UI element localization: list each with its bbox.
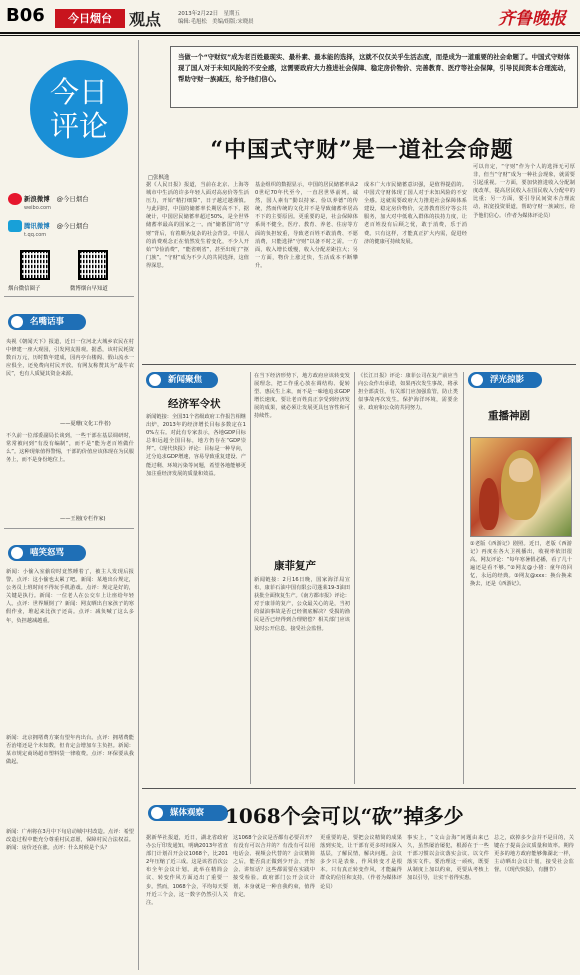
qiaoxiao-article-3: 新闻：广州将在3月中下旬启动城中村改造。点评：希望改造过程中能充分尊重村民意愿，保障村民合法权益。新闻：房价还在涨。点评：什么时候是个头？ — [6, 829, 134, 852]
tencent-icon — [8, 220, 22, 232]
float-title: 重播神剧 — [488, 410, 530, 422]
section-label-meiti — [148, 805, 228, 821]
media-body-2: 这1068个会议是否都有必要召开？有没有可以合并的？有没有可以用电话会、视频会代替的？会议精简之后，能否真正做到少开会、开短会、讲短话？这些都需要在实践中接受检验。政府部门公开会议计划，本身就是一种自我约束，值得肯定。 — [233, 835, 315, 898]
column-divider — [138, 40, 139, 970]
weibo-account[interactable]: @今日烟台 — [56, 195, 89, 203]
section-label-qiaoxiao — [8, 545, 86, 561]
eye-icon — [151, 807, 163, 819]
camera-icon — [471, 374, 483, 386]
column-name: 观点 — [129, 10, 162, 29]
media-headline: 1068个会可以“砍”掉多少 — [225, 804, 464, 828]
qr-code-weibo — [78, 250, 108, 280]
weibo-block — [8, 193, 89, 211]
column-divider — [463, 372, 464, 784]
mingjia-article-1: 央视《朝闻天下》报道，近日一位河北大城乡农民在村中修建一座大观园，引发网友围观。据悉，该村民耗资数百万元，历时数年建成，园内亭台楼阁、假山流水一应俱全，还免费向村民开放。有网友称赞其为“最牛农民”，也有人质疑其资金来源。 — [6, 339, 134, 378]
brand-logo: 齐鲁晚报 — [498, 9, 566, 29]
tencent-account[interactable]: @今日烟台 — [56, 222, 89, 230]
lead-headline: “中国式守财”是一道社会命题 — [210, 137, 514, 163]
qr-code-wechat — [20, 250, 50, 280]
lead-quote: 当做一个“守财奴”成为老百姓最现实、最朴素、最本能的选择，这就不仅仅关乎生活态度，而是成为一道重要的社会命题了。中国式守财体现了国人对于未知风险的不安全感，这需要政府大力推进社会保障、稳定房价物价、完善教育、医疗等社会保障，引导民间资本合理流动，帮助守财一族减压，给予他们信心。 — [178, 53, 570, 83]
section-label-text: 名嘴话事 — [30, 317, 65, 327]
section-tag: 今日烟台 — [55, 9, 125, 28]
tencent-block — [8, 220, 89, 238]
qr-caption-1: 烟台微信圈子 — [8, 286, 41, 292]
weibo-url: weibo.com — [24, 205, 51, 211]
focus-title-2: 康菲复产 — [274, 560, 316, 572]
header-date: 2013年2月22日 星期五 — [178, 11, 240, 17]
column-divider — [354, 372, 355, 784]
column-title — [30, 60, 128, 143]
focus-title-1: 经济军令状 — [168, 398, 221, 410]
media-body-5: 总之，砍掉多少会并不是目的，关键在于提高会议质量和效率。期待更多的地方政府能够像湖北一样，主动晒出会议计划，接受社会监督。（《现代快报》，有删节） — [494, 835, 574, 874]
column-divider — [250, 372, 251, 784]
lead-body-col3: 成本广大市民储蓄意识强，是值得提倡的。中国式守财体现了国人对于未知风险的不安全感。这就需要政府大力推进社会保障体系建设，稳定房价物价，完善教育医疗等公共服务，加大对中低收入群体的扶持力度，让老百姓没有后顾之忧，敢于消费，乐于消费。只有这样，才能真正扩大内需，促进经济的健康可持续发展。 — [364, 182, 467, 245]
divider — [4, 528, 134, 529]
lead-body-col4: 可以肯定，“守财”作为个人的选择无可厚非，但当“守财”成为一种社会现象，就需要引起重视。一方面，要加快推进收入分配制度改革，提高居民收入在国民收入分配中的比重；另一方面，要引导民间资本合理流动，拓宽投资渠道，帮助守财一族减压，给予他们信心。（作者为媒体评论员） — [473, 164, 575, 219]
tencent-name: 腾讯微博 — [24, 222, 50, 230]
monkey-king-photo — [470, 437, 572, 537]
mingjia-article-2: 不久前一位部委副局长谈到，一些干部在基层调研时，常常被问到“有没有编制”，而不是“能为老百姓做什么”。这种现象值得警惕，干部的价值应该体现在为民服务上，而不是身份地位上。 — [6, 433, 134, 464]
section-label-text: 浮光掠影 — [490, 375, 525, 385]
focus-body-2: 在当下经济形势下，地方政府应该转变发展理念，把工作重心放在调结构、促转型、惠民生上来，而不是一味地追求GDP增长速度。要让老百姓真正享受到经济发展的成果，就必须让发展更具包容性和可持续性。 — [254, 373, 350, 420]
qr-caption-2: 微博烟台早知道 — [70, 286, 108, 292]
qiaoxiao-article-2: 新闻：北京拥堵费方案有望年内出台。点评：拥堵费能否治堵还是个未知数，但肯定会增加车主负担。新闻：某市规定商场超市塑料袋一律收费。点评：环保要从我做起。 — [6, 735, 134, 766]
media-body-4: 事实上，“文山会海”问题由来已久，虽然屡治屡犯，根源在于一些干部习惯以会议落实会议、以文件落实文件。要治理这一顽疾，既要从制度上加以约束，更要从考核上加以引导，让实干者得实惠。 — [407, 835, 489, 882]
section-label-fushi — [468, 372, 542, 388]
float-caption: ①老版《西游记》剧照。近日，老版《西游记》再度在各大卫视播出，收视率依旧很高。网友评论：“每年寒暑假必播，看了几十遍还是看不够。”②网友@小猪：童年的回忆，永远的经典。③网友@xxx：换台换来换去，还是《西游记》。 — [470, 541, 572, 588]
header-editor: 编辑:毛旭松 美编/组版:宋晓晨 — [178, 19, 254, 25]
lead-body-col1: 据《人民日报》报道，当前在北京、上海等城市中生活的许多年轻人面对高房价等生活压力，开始“精打细算”，日子越过越谨慎。与此同时，中国的储蓄率长期居高不下，据统计，中国居民储蓄率超过50%，是全世界储蓄率最高的国家之一。而“储蓄国”的“守财”背后，有着颇为复杂的社会背景。中国人的消费观念正在悄然发生着变化，不少人开始“节俭消费”，“能省则省”，甚至出现了“抠门族”。“守财”成为不少人的共同选择，这值得深思。 — [146, 182, 249, 269]
mingjia-sign-1: ——夏珊(文化工作者) — [60, 421, 111, 427]
media-body-3: 更重要的是，要把会议精简的成果落到实处，让干部有更多时间深入基层，了解民情，解决问题。会议多少只是表象，作风转变才是根本。只有真正转变作风，才能赢得群众的信任和支持。（作者为媒体评论员） — [320, 835, 402, 890]
header-meta — [178, 10, 254, 26]
mingjia-sign-2: ——王刚(专栏作家) — [60, 516, 106, 522]
section-label-text: 新闻聚焦 — [168, 375, 203, 385]
weibo-name: 新浪微博 — [24, 195, 50, 203]
header-rule — [0, 32, 580, 34]
section-divider — [142, 788, 576, 789]
focus-body-1: 新闻链接：全国31个省级政府工作报告相继出炉，2013年的经济增长目标多数定在10%左右。对此有专家表示，各地GDP目标总和远超全国目标，地方仍存在“GDP崇拜”。《现代快报》评论：目标是一种导向，过分追求GDP增速，容易导致重复建设、产能过剩、环境污染等问题，希望各地能够更加注重经济发展的质量和效益。 — [146, 414, 246, 477]
lead-body-col2: 基金组织的数据显示，中国的居民储蓄率从20世纪70年代至今，一直居世界前列。诚然，国人素有“勤以持家、俭以养德”的传统，然而传统的文化并不是导致储蓄率居高不下的主要原因。更重要的是，社会保障体系尚不健全，医疗、教育、养老、住房等方面的负担较重，导致老百姓不敢消费、不愿消费，只能选择“守财”以备不时之需。一方面，收入增长缓慢，收入分配差距拉大；另一方面，物价上涨过快，生活成本不断攀升。 — [255, 182, 358, 269]
column-title-line1: 今日 — [49, 75, 108, 109]
focus-body-3: 新闻链接：2月16日晚，国家海洋局宣布，康菲石油中国有限公司蓬莱19-3油田获批全面恢复生产。《南方都市报》评论：对于康菲的复产，公众最关心的是，当初的溢油事故是否已经彻底解决？受损的渔民是否已经得到合理赔偿？相关部门应该及时公开信息，接受社会监督。 — [254, 577, 350, 632]
divider — [4, 296, 134, 297]
column-title-line2: 评论 — [49, 109, 108, 143]
qiaoxiao-article-1: 新闻：小偷入室偷窃时竟然睡着了，被主人发现后报警。点评：这小偷也太累了吧。新闻：某地出台规定，公务员上班时间不得玩手机游戏。点评：规定是好的，关键是执行。新闻：一位老人在公交车上让座给年轻人。点评：世界颠倒了？新闻：网友晒出自家孩子的寒假作业，堆起来比孩子还高。点评：减负喊了这么多年，负担越减越重。 — [6, 569, 134, 624]
speech-icon — [11, 316, 23, 328]
focus-body-4: 《长江日报》评论：康菲公司在复产前应当向公众作出承诺，如果再次发生事故，将承担全部责任。有关部门应加强监管，防止类似事故再次发生。保护海洋环境，需要企业、政府和公众的共同努力。 — [358, 373, 458, 412]
section-label-text: 媒体观察 — [170, 808, 205, 818]
section-label-mingjia — [8, 314, 86, 330]
weibo-icon — [8, 193, 22, 205]
section-label-text: 嘻笑怒骂 — [30, 548, 65, 558]
media-body-1: 据新华社报道，近日，湖北省政府办公厅印发通知，明确2013年省直部门计划召开会议1068个，比2012年压缩了近三成。这是该省首次公布全年会议计划。此举在精简会议、转变作风方面迈出了重要一步。然而，1068个会，平均每天要开近三个会，这一数字仍然引人关注。 — [146, 835, 228, 906]
tencent-url: t.qq.com — [24, 232, 47, 238]
news-icon — [149, 374, 161, 386]
smile-icon — [11, 547, 23, 559]
page-code: B06 — [6, 5, 45, 26]
section-label-xinwen — [146, 372, 218, 388]
lead-byline: □张枫逸 — [148, 175, 170, 181]
section-divider — [142, 364, 576, 365]
header-rule-thin — [0, 35, 580, 36]
column-title-circle — [30, 60, 128, 158]
